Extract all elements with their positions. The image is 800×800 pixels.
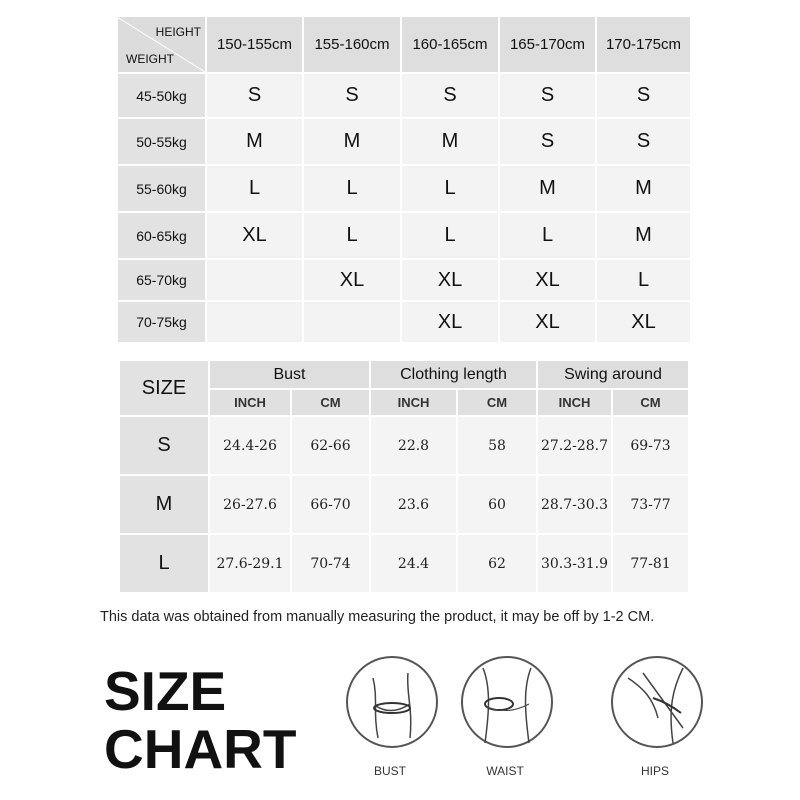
bust-label: BUST <box>373 764 406 778</box>
bust-measure-icon <box>346 656 438 748</box>
measurement-cell: 27.2-28.7 <box>538 417 611 474</box>
measurement-cell: 66-70 <box>292 476 369 533</box>
size-cell: M <box>207 119 302 164</box>
size-header: SIZE <box>120 361 208 415</box>
measurement-table <box>120 361 678 588</box>
measurement-cell: 28.7-30.3 <box>538 476 611 533</box>
size-cell: L <box>402 213 498 258</box>
weight-row-header: 55-60kg <box>118 166 205 211</box>
height-label: HEIGHT <box>155 25 201 39</box>
measurement-cell: 73-77 <box>613 476 688 533</box>
measurement-cell: 22.8 <box>371 417 456 474</box>
swing-around-header: Swing around <box>538 361 688 388</box>
waist-measure-icon <box>461 656 553 748</box>
measurement-cell: 70-74 <box>292 535 369 592</box>
bust-header: Bust <box>210 361 369 388</box>
measurement-cell: 23.6 <box>371 476 456 533</box>
size-cell: XL <box>500 302 595 342</box>
height-column-header: 170-175cm <box>597 17 690 72</box>
unit-header: CM <box>292 390 369 415</box>
size-cell: XL <box>402 302 498 342</box>
size-cell: XL <box>597 302 690 342</box>
size-cell: S <box>500 74 595 117</box>
size-cell <box>304 302 400 342</box>
unit-header: INCH <box>210 390 290 415</box>
size-cell: S <box>304 74 400 117</box>
unit-header: INCH <box>371 390 456 415</box>
measurement-cell: 60 <box>458 476 536 533</box>
size-chart-title <box>104 662 296 778</box>
weight-label: WEIGHT <box>126 52 174 66</box>
measurement-cell: 69-73 <box>613 417 688 474</box>
size-cell: M <box>597 213 690 258</box>
size-row-header: M <box>120 476 208 533</box>
size-cell: M <box>597 166 690 211</box>
size-cell: XL <box>207 213 302 258</box>
size-cell: S <box>402 74 498 117</box>
size-cell: XL <box>500 260 595 300</box>
height-weight-size-table <box>118 17 682 333</box>
size-cell: S <box>500 119 595 164</box>
height-column-header: 165-170cm <box>500 17 595 72</box>
size-cell: L <box>402 166 498 211</box>
size-cell: S <box>597 119 690 164</box>
size-row-header: S <box>120 417 208 474</box>
size-cell <box>207 260 302 300</box>
title-line-2: CHART <box>104 718 297 780</box>
height-column-header: 160-165cm <box>402 17 498 72</box>
measurement-cell: 58 <box>458 417 536 474</box>
title-line-1: SIZE <box>104 660 227 722</box>
size-cell: L <box>500 213 595 258</box>
measurement-cell: 77-81 <box>613 535 688 592</box>
measurement-cell: 26-27.6 <box>210 476 290 533</box>
size-row-header: L <box>120 535 208 592</box>
size-cell: S <box>597 74 690 117</box>
measurement-cell: 27.6-29.1 <box>210 535 290 592</box>
height-column-header: 150-155cm <box>207 17 302 72</box>
size-cell <box>207 302 302 342</box>
measurement-note: This data was obtained from manually measuring the product, it may be off by 1-2 CM. <box>100 609 655 625</box>
size-cell: M <box>304 119 400 164</box>
size-cell: M <box>500 166 595 211</box>
measurement-cell: 62-66 <box>292 417 369 474</box>
measurement-cell: 30.3-31.9 <box>538 535 611 592</box>
weight-row-header: 45-50kg <box>118 74 205 117</box>
size-cell: S <box>207 74 302 117</box>
size-cell: L <box>304 166 400 211</box>
size-cell: L <box>304 213 400 258</box>
measurement-cell: 62 <box>458 535 536 592</box>
hips-label: HIPS <box>640 764 669 778</box>
size-cell: L <box>207 166 302 211</box>
measurement-cell: 24.4-26 <box>210 417 290 474</box>
weight-row-header: 70-75kg <box>118 302 205 342</box>
weight-row-header: 65-70kg <box>118 260 205 300</box>
clothing-length-header: Clothing length <box>371 361 536 388</box>
height-column-header: 155-160cm <box>304 17 400 72</box>
weight-row-header: 50-55kg <box>118 119 205 164</box>
unit-header: CM <box>458 390 536 415</box>
size-cell: L <box>597 260 690 300</box>
unit-header: INCH <box>538 390 611 415</box>
measurement-cell: 24.4 <box>371 535 456 592</box>
size-cell: XL <box>402 260 498 300</box>
size-cell: M <box>402 119 498 164</box>
unit-header: CM <box>613 390 688 415</box>
size-cell: XL <box>304 260 400 300</box>
hips-measure-icon <box>611 656 703 748</box>
corner-header <box>118 17 205 72</box>
weight-row-header: 60-65kg <box>118 213 205 258</box>
waist-label: WAIST <box>486 764 524 778</box>
